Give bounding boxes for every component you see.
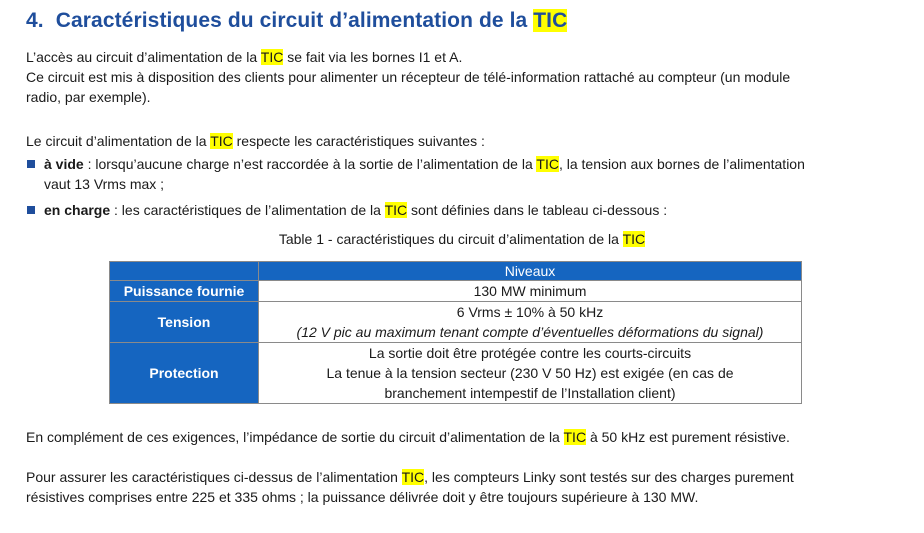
table-corner-cell	[110, 262, 259, 281]
highlight-tic: TIC	[622, 231, 646, 247]
table-row	[110, 302, 802, 343]
highlight-tic: TIC	[536, 156, 559, 172]
intro-line-3: radio, par exemple).	[26, 89, 151, 105]
table-caption: Table 1 - caractéristiques du circuit d’alimentation de la TIC	[278, 231, 646, 247]
intro-line-1: L’accès au circuit d’alimentation de la TIC se fait via les bornes I1 et A.	[26, 49, 463, 65]
table-header-row	[110, 262, 802, 281]
row-label: Tension	[110, 302, 259, 343]
intro-line-2: Ce circuit est mis à disposition des clients pour alimenter un récepteur de télé-information rattaché au compteur (un module	[26, 69, 791, 85]
final-line-2: résistives comprises entre 225 et 335 ohms ; la puissance délivrée doit y être toujours supérieure à 130 MW.	[26, 489, 699, 505]
table-row	[110, 343, 802, 404]
highlight-tic: TIC	[533, 9, 568, 32]
column-header-niveaux: Niveaux	[259, 262, 802, 281]
row-value: 6 Vrms ± 10% à 50 kHz (12 V pic au maximum tenant compte d’éventuelles déformations du signal)	[259, 302, 802, 343]
section-heading	[26, 9, 567, 33]
bullet-square-icon	[27, 206, 35, 214]
bullet-continuation: vaut 13 Vrms max ;	[44, 176, 165, 192]
lead-paragraph: Le circuit d’alimentation de la TIC respecte les caractéristiques suivantes :	[26, 133, 485, 149]
bullet-term: en charge	[44, 202, 111, 218]
section-title: Caractéristiques du circuit d’alimentation de la	[55, 9, 528, 32]
highlight-tic: TIC	[401, 469, 425, 485]
characteristics-table	[109, 261, 802, 404]
highlight-tic: TIC	[210, 133, 233, 149]
bullet-term: à vide	[44, 156, 84, 172]
highlight-tic: TIC	[563, 429, 587, 445]
section-number: 4.	[26, 9, 44, 32]
row-label: Protection	[110, 343, 259, 404]
row-label: Puissance fournie	[110, 281, 259, 302]
highlight-tic: TIC	[384, 202, 408, 218]
row-value: 130 MW minimum	[259, 281, 802, 302]
bullet-square-icon	[27, 160, 35, 168]
bullet-a-vide: à vide : lorsqu’aucune charge n’est raccordée à la sortie de l’alimentation de la TIC, la tension aux bornes de l’alimentation vaut 13 Vrms max ;	[26, 154, 805, 194]
bullet-en-charge: en charge : les caractéristiques de l’alimentation de la TIC sont définies dans le tableau ci-dessous :	[26, 200, 667, 220]
table-row	[110, 281, 802, 302]
final-line-1: Pour assurer les caractéristiques ci-dessus de l’alimentation TIC, les compteurs Linky sont testés sur des charges purement	[26, 469, 794, 485]
highlight-tic: TIC	[260, 49, 284, 65]
complement-paragraph: En complément de ces exigences, l’impédance de sortie du circuit d’alimentation de la TIC à 50 kHz est purement résistive.	[26, 429, 790, 445]
row-value: La sortie doit être protégée contre les courts-circuits La tenue à la tension secteur (230 V 50 Hz) est exigée (en cas de branchement intempestif de l’Installation client)	[259, 343, 802, 404]
